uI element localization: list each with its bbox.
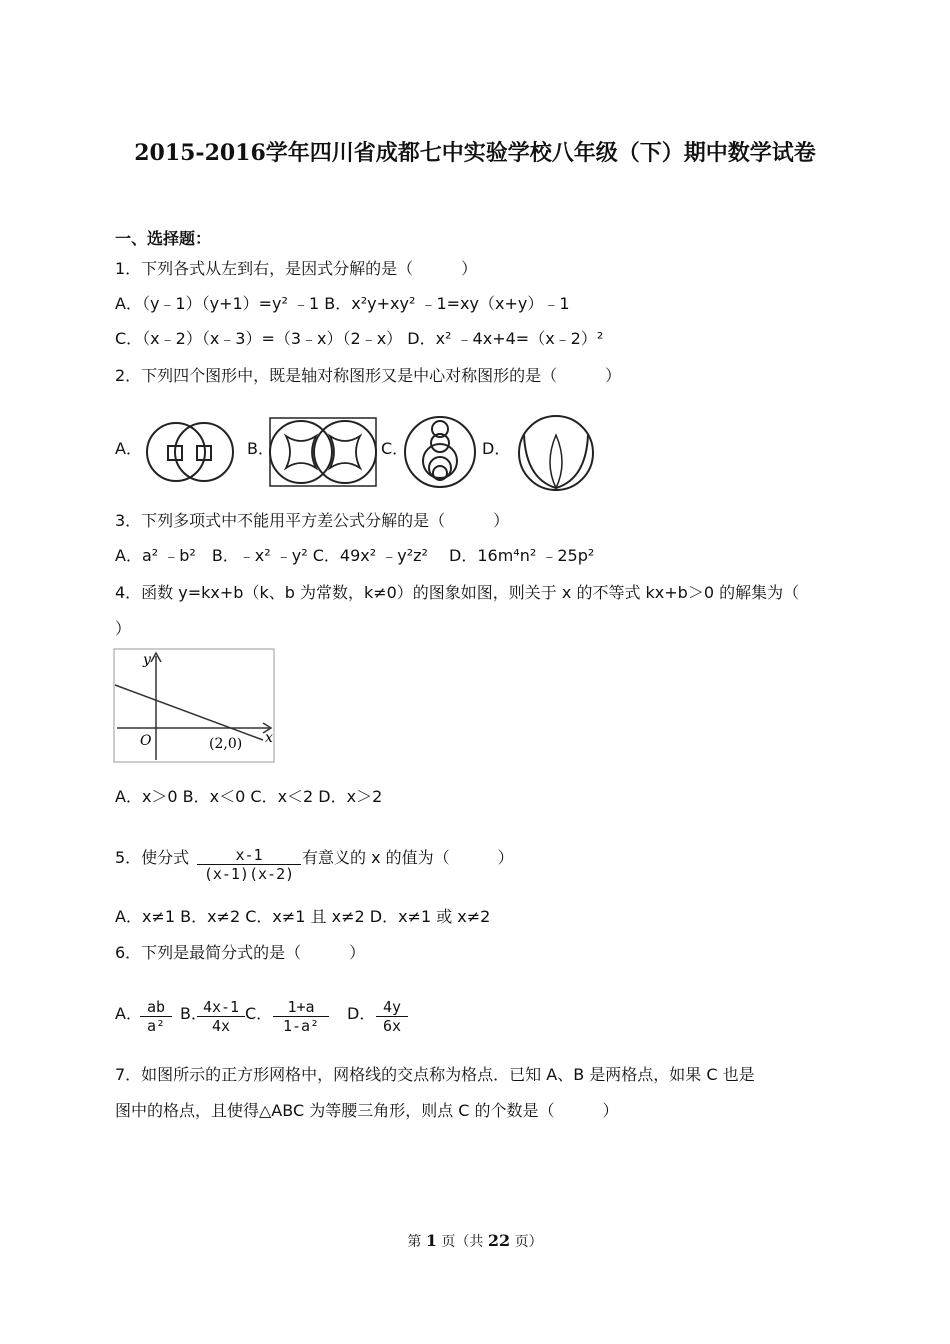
q6-label-b: B． bbox=[180, 1004, 207, 1023]
q1-stem: 1．下列各式从左到右，是因式分解的是（ ） bbox=[115, 259, 478, 278]
q4-stem-close: ） bbox=[115, 619, 132, 638]
q5-options: A．x≠1 B．x≠2 C．x≠1 且 x≠2 D．x≠1 或 x≠2 bbox=[115, 907, 491, 926]
function-line bbox=[115, 685, 263, 740]
footer-mid: 页（共 bbox=[436, 1234, 488, 1250]
section-heading: 一、选择题： bbox=[115, 229, 212, 248]
q2-label-d: D． bbox=[482, 439, 511, 458]
q2-label-b: B． bbox=[247, 439, 274, 458]
q2-stem: 2．下列四个图形中，既是轴对称图形又是中心对称图形的是（ ） bbox=[115, 366, 622, 385]
q1-options-ab: A．（y﹣1）（y+1）=y² ﹣1 B．x²y+xy² ﹣1=xy（x+y）﹣1 bbox=[115, 294, 570, 313]
q6-label-d: D． bbox=[347, 1004, 376, 1023]
q6-fraction-d bbox=[376, 998, 408, 1035]
page-title: 2015-2016学年四川省成都七中实验学校八年级（下）期中数学试卷 bbox=[134, 140, 816, 166]
q6-label-a: A． bbox=[115, 1004, 142, 1023]
q4-graph bbox=[113, 648, 277, 765]
intercept-label: (2,0) bbox=[209, 736, 243, 752]
q6-c-num: 1+a bbox=[273, 998, 329, 1017]
q6-label-c: C． bbox=[245, 1004, 273, 1023]
q3-options: A．a² ﹣b² B．﹣x² ﹣y² C．49x² ﹣y²z² D．16m⁴n² ﹣25p² bbox=[115, 546, 595, 565]
q2-figure-d bbox=[516, 413, 596, 493]
q6-stem: 6．下列是最简分式的是（ ） bbox=[115, 943, 366, 962]
footer-post: 页） bbox=[510, 1234, 543, 1250]
x-axis-label: x bbox=[265, 730, 273, 746]
q7-stem-line2: 图中的格点，且使得△ABC 为等腰三角形，则点 C 的个数是（ ） bbox=[115, 1101, 619, 1120]
q5-fraction bbox=[197, 846, 301, 883]
q2-figure-c bbox=[402, 413, 478, 491]
q5-stem-pre: 5．使分式 bbox=[115, 848, 190, 867]
q6-b-den: 4x bbox=[211, 1017, 231, 1035]
q6-c-den: 1-a² bbox=[282, 1017, 320, 1035]
q4-options: A．x＞0 B．x＜0 C．x＜2 D．x＞2 bbox=[115, 787, 383, 806]
y-axis-label: y bbox=[143, 652, 151, 668]
footer-page-number: 1 bbox=[425, 1231, 437, 1250]
q6-fraction-a bbox=[140, 998, 172, 1035]
q3-stem: 3．下列多项式中不能用平方差公式分解的是（ ） bbox=[115, 511, 510, 530]
origin-label: O bbox=[140, 733, 152, 749]
q6-fraction-b bbox=[197, 998, 245, 1035]
q6-b-num: 4x-1 bbox=[197, 998, 245, 1017]
q2-figure-a bbox=[142, 418, 238, 486]
q4-stem: 4．函数 y=kx+b（k、b 为常数，k≠0）的图象如图，则关于 x 的不等式 kx+b＞0 的解集为（ bbox=[115, 583, 800, 602]
q2-label-a: A． bbox=[115, 439, 142, 458]
page-footer bbox=[0, 1231, 950, 1251]
q2-label-c: C． bbox=[381, 439, 409, 458]
q2-figure-b bbox=[268, 416, 380, 488]
q6-a-num: ab bbox=[140, 998, 172, 1017]
q6-d-num: 4y bbox=[376, 998, 408, 1017]
q1-options-cd: C．（x﹣2）（x﹣3）=（3﹣x）（2﹣x） D．x² ﹣4x+4=（x﹣2）² bbox=[115, 329, 604, 348]
footer-total-pages: 22 bbox=[487, 1231, 511, 1250]
q5-numerator: x-1 bbox=[197, 846, 301, 865]
q6-a-den: a² bbox=[146, 1017, 166, 1035]
q6-fraction-c bbox=[273, 998, 329, 1035]
footer-pre: 第 bbox=[407, 1234, 426, 1250]
q5-stem-post: 有意义的 x 的值为（ ） bbox=[302, 848, 514, 867]
q7-stem-line1: 7．如图所示的正方形网格中，网格线的交点称为格点．已知 A、B 是两格点，如果 C 也是 bbox=[115, 1065, 755, 1084]
q5-denominator: (x-1)(x-2) bbox=[203, 865, 295, 883]
q6-d-den: 6x bbox=[382, 1017, 402, 1035]
